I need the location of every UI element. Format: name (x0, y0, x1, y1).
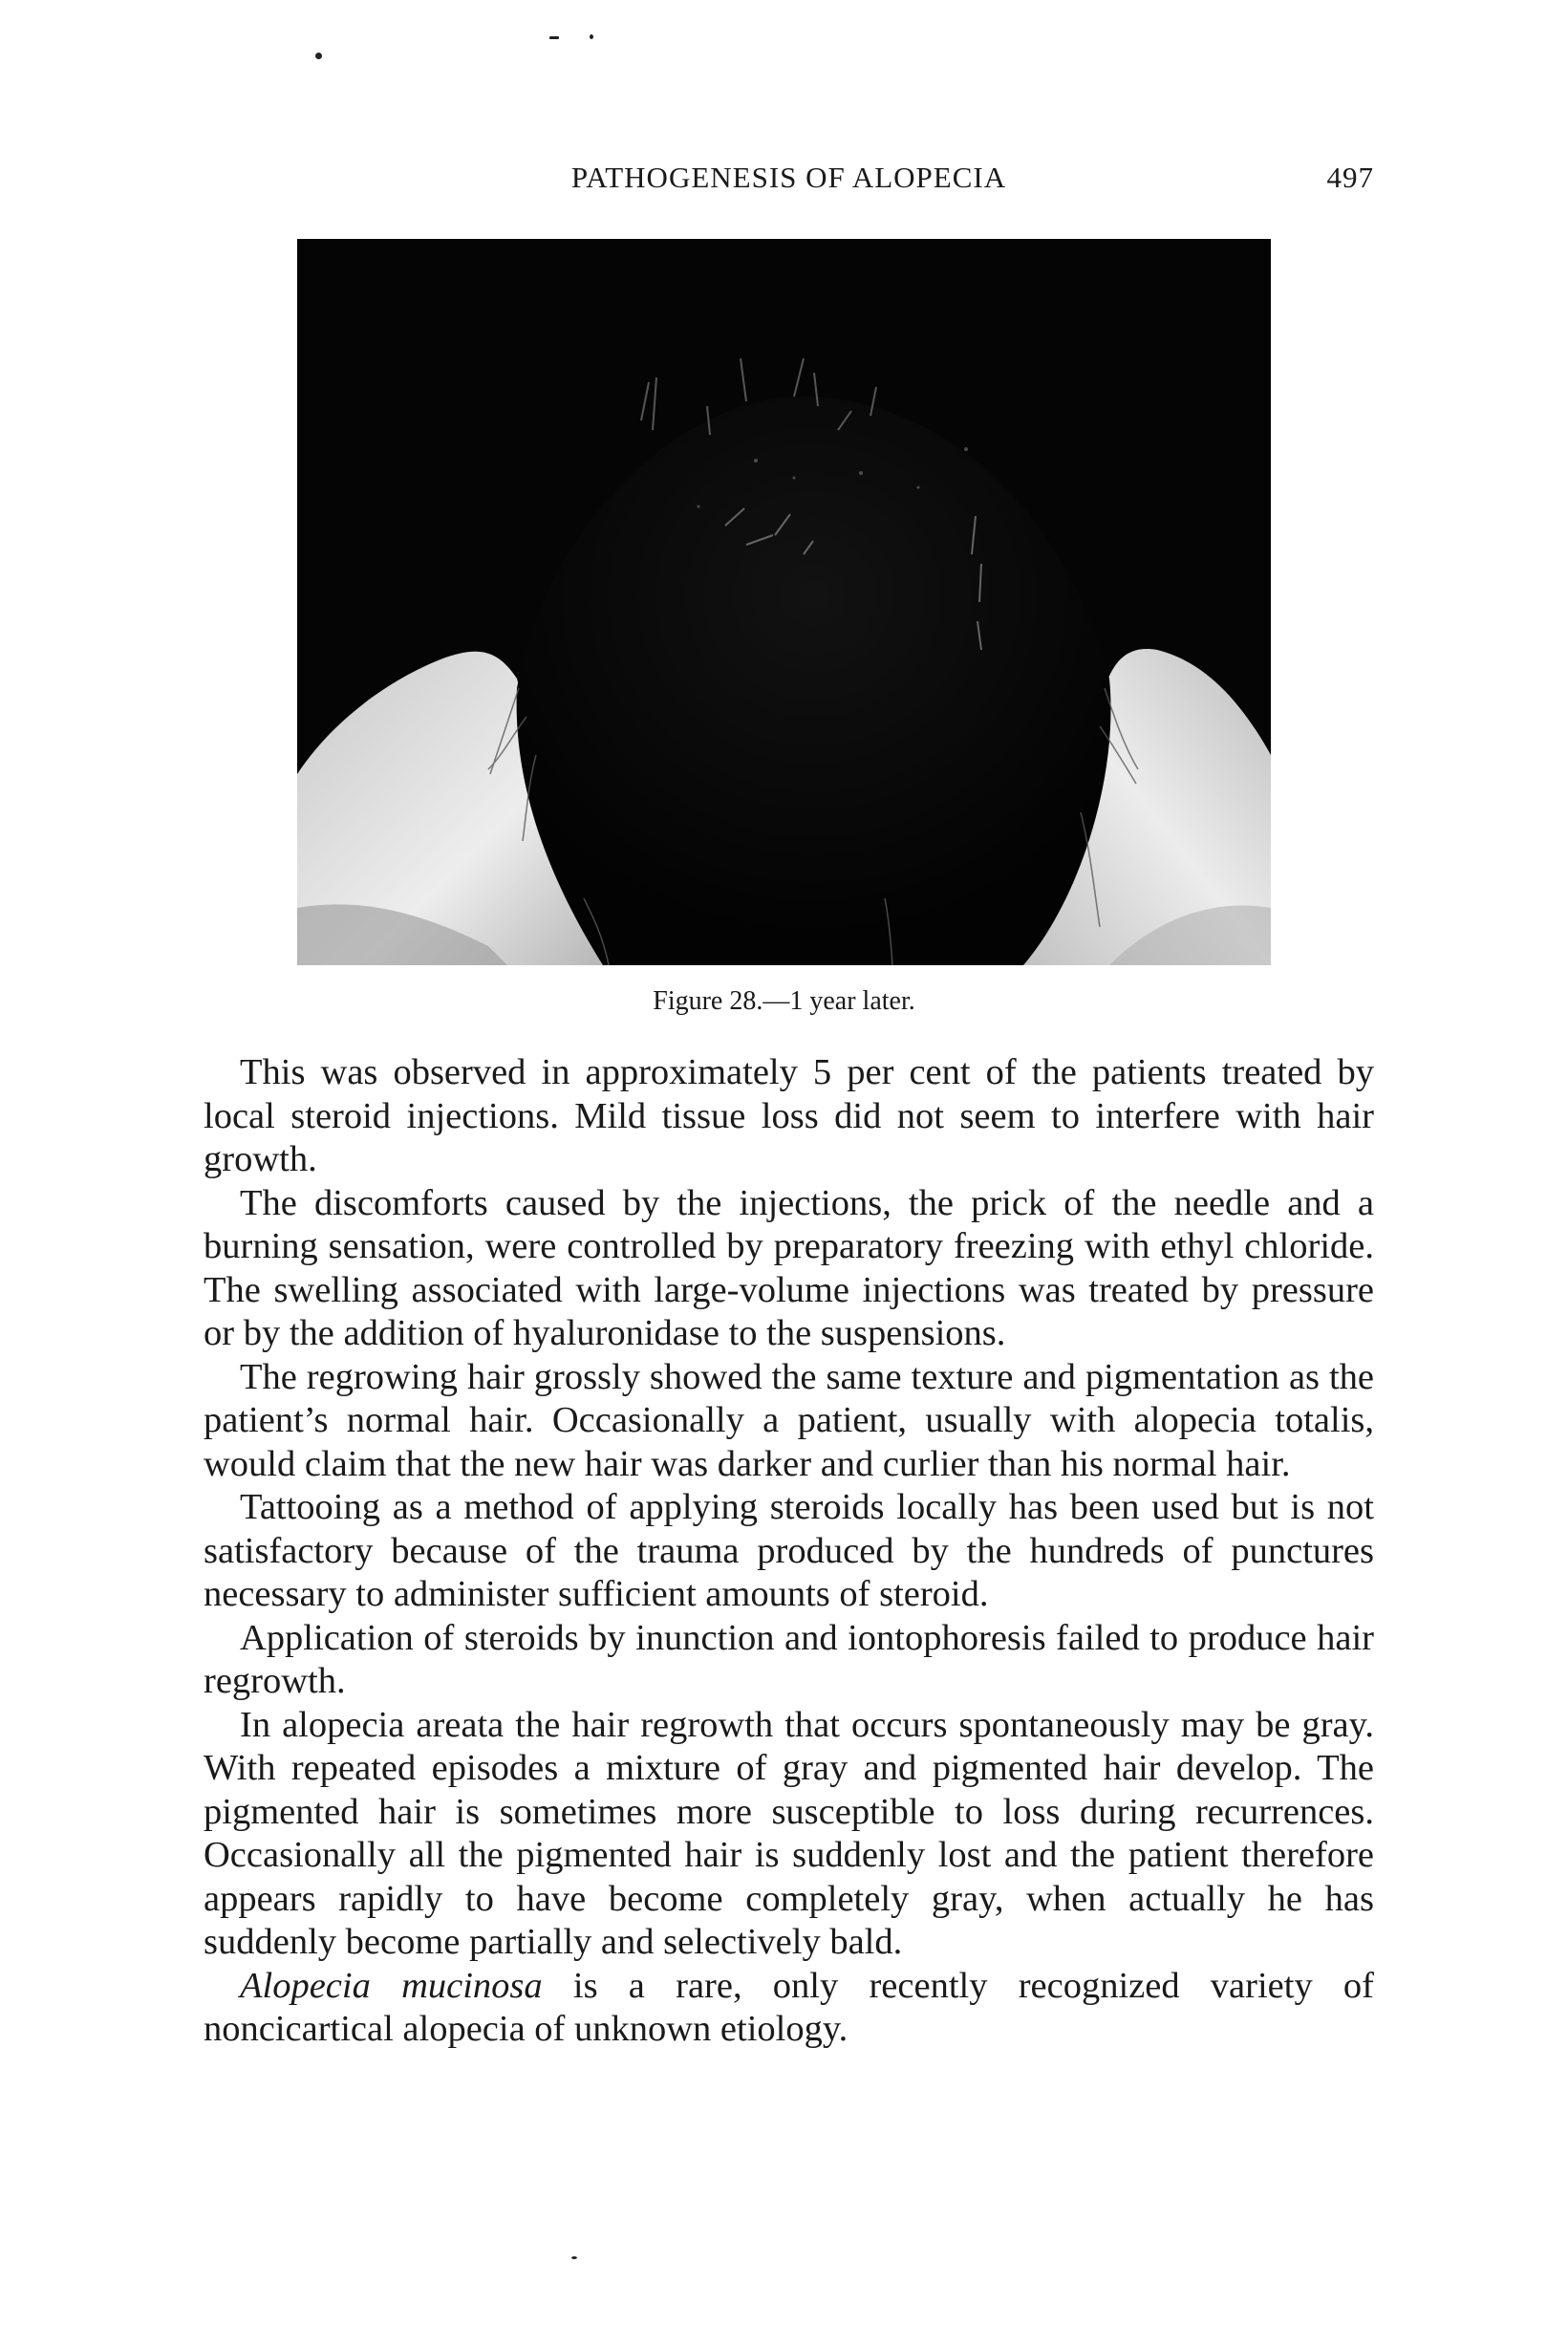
italic-term: Alopecia mucinosa (240, 1965, 543, 2006)
page-number: 497 (1326, 161, 1374, 194)
paragraph (204, 1965, 1374, 2052)
paragraph: This was observed in approximately 5 per cent of the patients treated by local steroid injections. Mild tissue loss did not seem to interfere with hair growth. (204, 1052, 1374, 1179)
body-text (204, 1051, 1374, 2052)
scan-speck (549, 36, 559, 39)
running-head (204, 161, 1374, 199)
scan-speck (315, 53, 322, 59)
running-title: PATHOGENESIS OF ALOPECIA (570, 161, 1007, 194)
paragraph: In alopecia areata the hair regrowth that occurs spontaneously may be gray. With repeated episodes a mixture of gray and pigmented hair develop. The pigmented hair is sometimes more susceptible to loss during recurrences. Occasionally all the pigmented hair is suddenly lost and the patient therefore appears rapidly to have become completely gray, when actually he has suddenly become partially and selectively bald. (204, 1704, 1374, 1962)
scan-speck (571, 2256, 577, 2259)
paragraph: Tattooing as a method of applying steroids locally has been used but is not satisfactory because of the trauma produced by the hundreds of punctures necessary to administer sufficient amounts of steroid. (204, 1487, 1374, 1614)
scan-speck (590, 34, 593, 39)
figure-photo (297, 239, 1271, 965)
paragraph: The discomforts caused by the injections, the prick of the needle and a burning sensation, were controlled by preparatory freezing with ethyl chloride. The swelling associated with large-volume injections was treated by pressure or by the addition of hyaluronidase to the suspensions. (204, 1182, 1374, 1353)
paragraph: Application of steroids by inunction and iontophoresis failed to produce hair regrowth. (204, 1617, 1374, 1701)
figure-caption: Figure 28.—1 year later. (653, 986, 915, 1016)
paragraph: The regrowing hair grossly showed the same texture and pigmentation as the patient’s normal hair. Occasionally a patient, usually with alopecia totalis, would claim that the new hair was darker and curlier than his normal hair. (204, 1356, 1374, 1484)
paragraph-text: is a rare, only recently recognized variety of noncicartical alopecia of unknown etiology. (204, 1965, 1374, 2049)
scalp-photo-illustration (297, 239, 1271, 965)
